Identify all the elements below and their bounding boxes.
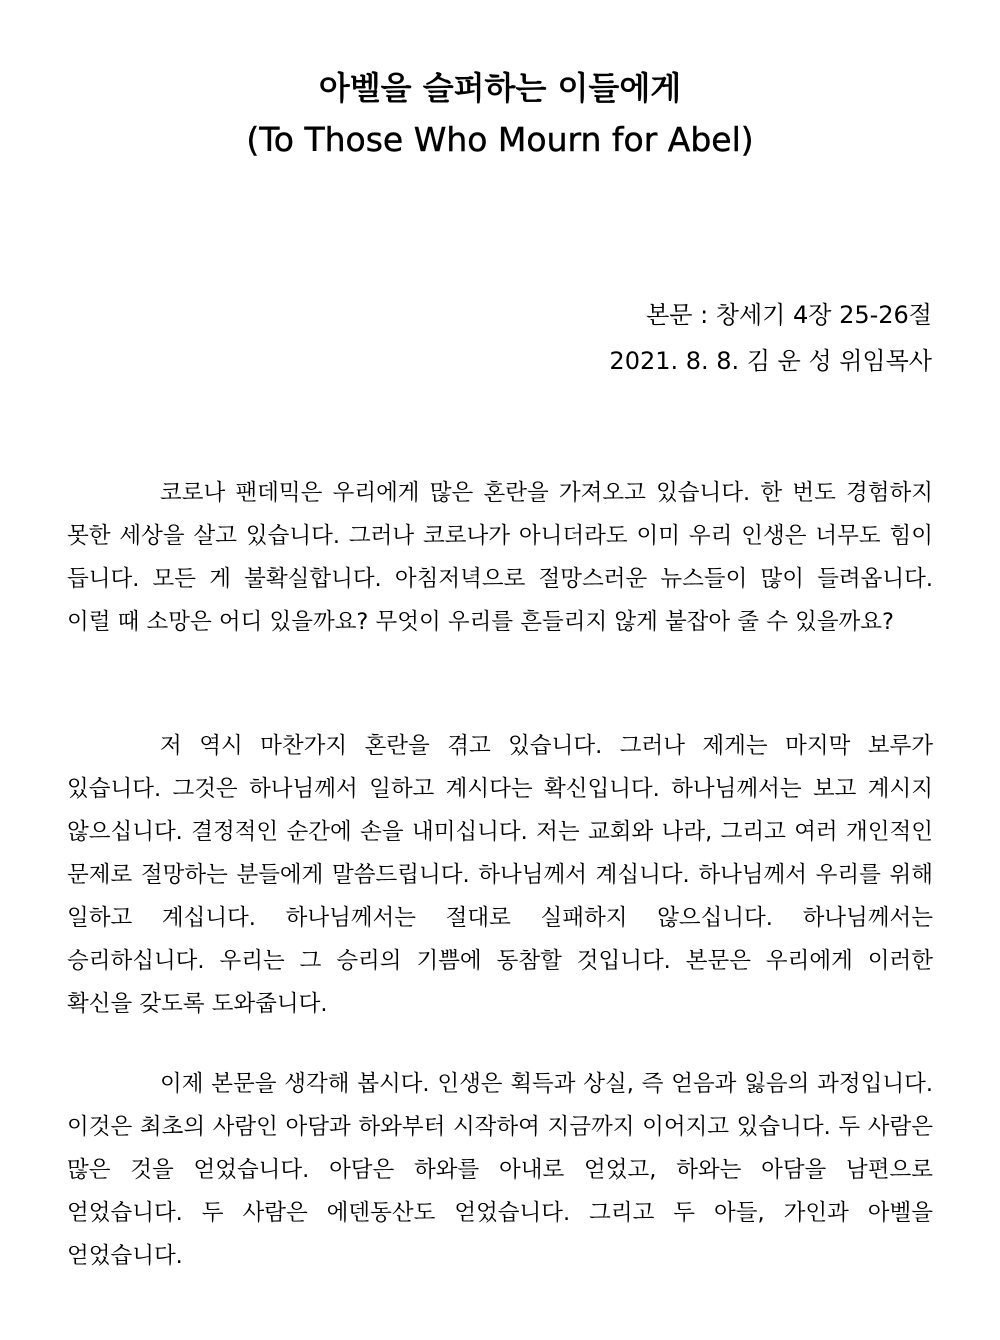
title-block — [0, 62, 1000, 166]
paragraph-1: 코로나 팬데믹은 우리에게 많은 혼란을 가져오고 있습니다. 한 번도 경험하지 못한 세상을 살고 있습니다. 그러나 코로나가 아니더라도 이미 우리 인생은 너무도 힘이 듭니다. 모든 게 불확실합니다. 아침저녁으로 절망스러운 뉴스들이 많이 들려옵니다. 이럴 때 소망은 어디 있을까요? 무엇이 우리를 흔들리지 않게 붙잡아 줄 수 있을까요? — [67, 480, 933, 635]
page-title: 아벨을 슬퍼하는 이들에게 — [318, 69, 682, 107]
sermon-meta — [609, 292, 932, 384]
date-author: 2021. 8. 8. 김 운 성 위임목사 — [609, 347, 932, 375]
paragraph-3: 이제 본문을 생각해 봅시다. 인생은 획득과 상실, 즉 얻음과 잃음의 과정입니다. 이것은 최초의 사람인 아담과 하와부터 시작하여 지금까지 이어지고 있습니다. 두 사람은 많은 것을 얻었습니다. 아담은 하와를 아내로 얻었고, 하와는 아담을 남편으로 얻었습니다. 두 사람은 에덴동산도 얻었습니다. 그리고 두 아들, 가인과 아벨을 얻었습니다. — [67, 1071, 933, 1269]
page-subtitle: (To Those Who Mourn for Abel) — [246, 120, 754, 159]
paragraph-2: 저 역시 마찬가지 혼란을 겪고 있습니다. 그러나 제게는 마지막 보루가 있습니다. 그것은 하나님께서 일하고 계시다는 확신입니다. 하나님께서는 보고 계시지 않으십니다. 결정적인 순간에 손을 내미십니다. 저는 교회와 나라, 그리고 여러 개인적인 문제로 절망하는 분들에게 말씀드립니다. 하나님께서 계십니다. 하나님께서 우리를 위해 일하고 계십니다. 하나님께서는 절대로 실패하지 않으십니다. 하나님께서는 승리하십니다. 우리는 그 승리의 기쁨에 동참할 것입니다. 본문은 우리에게 이러한 확신을 갖도록 도와줍니다. — [67, 733, 933, 1017]
scripture-reference: 본문 : 창세기 4장 25-26절 — [646, 301, 932, 329]
